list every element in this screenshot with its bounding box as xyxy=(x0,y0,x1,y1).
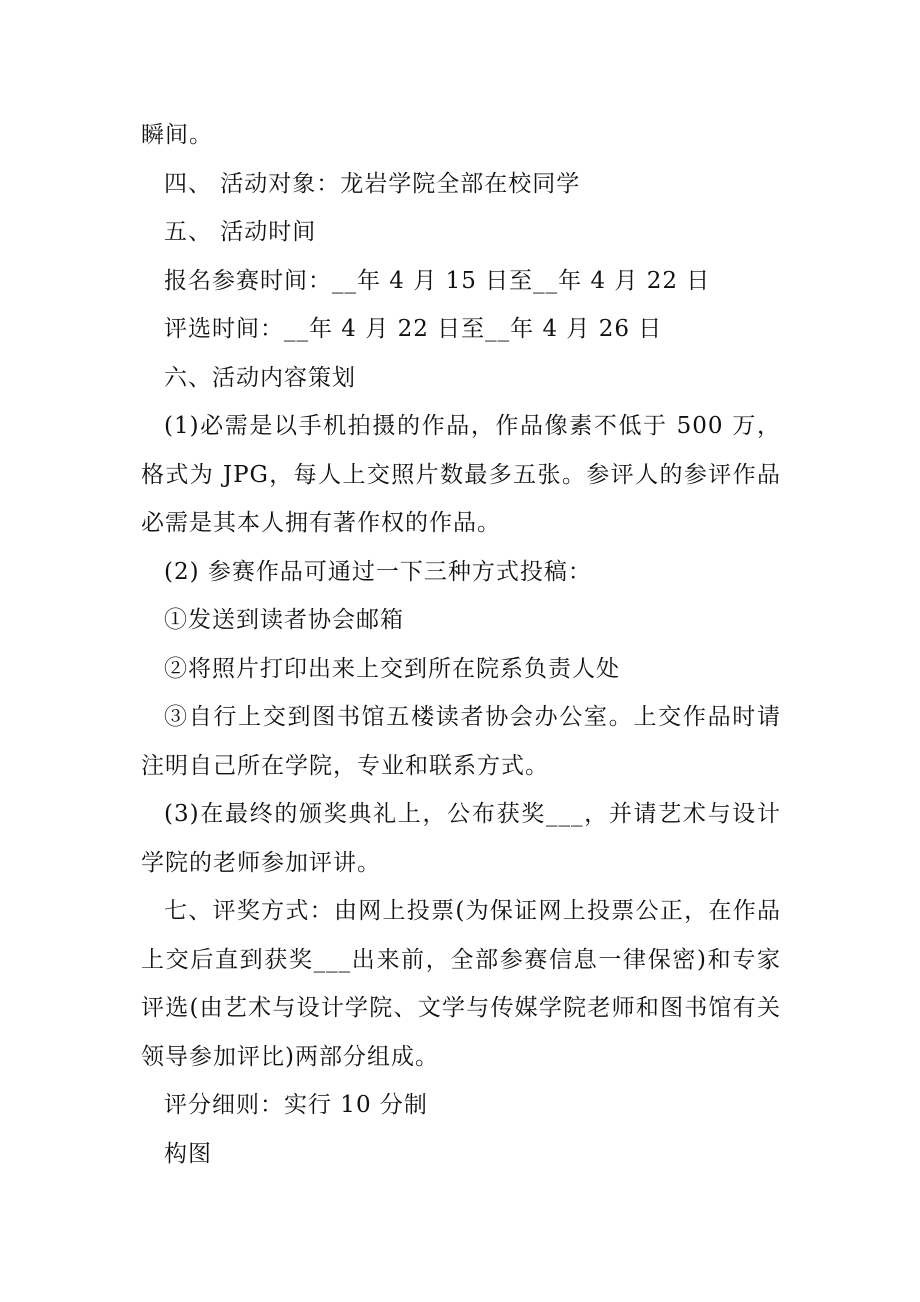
submission-method-email: ①发送到读者协会邮箱 xyxy=(164,607,404,633)
section-content-plan: 六、活动内容策划 xyxy=(164,364,356,391)
registration-time: 报名参赛时间：__年 4 月 15 日至__年 4 月 22 日 xyxy=(164,267,711,294)
selection-time: 评选时间：__年 4 月 22 日至__年 4 月 26 日 xyxy=(164,316,663,342)
paragraph-continuation: 瞬间。 xyxy=(141,122,213,148)
section-activity-time: 五、 活动时间 xyxy=(164,219,317,245)
submission-method-print: ②将照片打印出来上交到所在院系负责人处 xyxy=(164,655,620,682)
rule-3-award-ceremony: (3)在最终的颁奖典礼上，公布获奖___，并请艺术与设计学院的老师参加评讲。 xyxy=(141,801,781,876)
rule-2-submission-methods: (2) 参赛作品可通过一下三种方式投稿： xyxy=(164,558,592,585)
rule-1-requirements: (1)必需是以手机拍摄的作品，作品像素不低于 500 万，格式为 JPG，每人上交照片数最多五张。参评人的参评作品必需是其本人拥有著作权的作品。 xyxy=(141,413,781,536)
section-judging-method: 七、评奖方式：由网上投票(为保证网上投票公正，在作品上交后直到获奖___出来前，全部参赛信息一律保密)和专家评选(由艺术与设计学院、文学与传媒学院老师和图书馆有关领导参加评比)两部分组成。 xyxy=(141,898,781,1070)
scoring-composition: 构图 xyxy=(164,1140,212,1167)
section-activity-target: 四、 活动对象：龙岩学院全部在校同学 xyxy=(164,170,581,197)
document-body xyxy=(141,111,781,1178)
submission-method-office: ③自行上交到图书馆五楼读者协会办公室。上交作品时请注明自己所在学院，专业和联系方式。 xyxy=(141,704,781,779)
scoring-rules: 评分细则：实行 10 分制 xyxy=(164,1092,428,1118)
